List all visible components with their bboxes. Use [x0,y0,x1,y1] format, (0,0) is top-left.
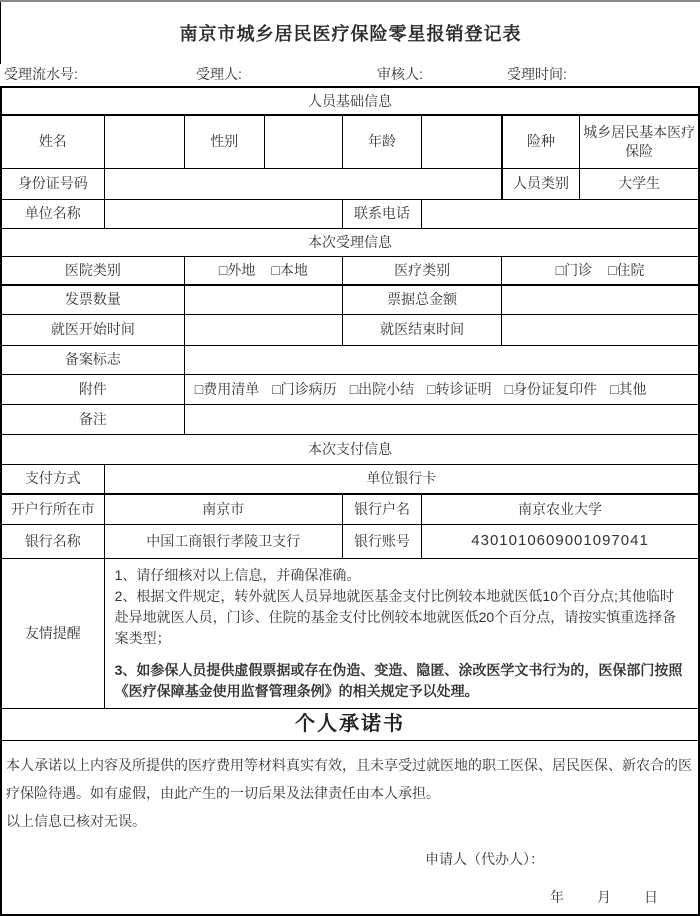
checkbox-referral-proof[interactable]: □转诊证明 [427,380,492,397]
phone-label: 联系电话 [342,199,421,228]
record-flag-input-cell[interactable] [184,345,699,374]
section-header-payment-info: 本次支付信息 [1,434,699,464]
total-amount-label: 票据总金额 [342,285,501,314]
account-name-label: 银行户名 [342,494,421,524]
person-category-value: 大学生 [580,168,699,199]
treatment-end-input-cell[interactable] [502,314,699,345]
name-label: 姓名 [1,115,104,168]
reminder-item-1: 1、请仔细核对以上信息，并确保准确。 [114,566,361,583]
name-input-cell[interactable] [104,115,184,168]
section-header-basic-info: 人员基础信息 [1,87,699,115]
treatment-start-label: 就医开始时间 [1,314,184,345]
invoice-count-input-cell[interactable] [184,285,342,314]
account-number-label: 银行账号 [342,524,421,558]
payment-method-value: 单位银行卡 [104,464,699,494]
remark-label: 备注 [1,404,184,434]
checkbox-id-copy[interactable]: □身份证复印件 [504,380,598,397]
invoice-count-label: 发票数量 [1,285,184,314]
bank-city-value: 南京市 [104,494,342,524]
treatment-end-label: 就医结束时间 [342,314,501,345]
checkbox-hospital-local[interactable]: □本地 [271,261,308,278]
employer-input-cell[interactable] [104,199,342,228]
reminder-content [104,558,699,708]
person-category-label: 人员类别 [502,168,580,199]
bank-name-value: 中国工商银行孝陵卫支行 [104,524,342,558]
reminder-label: 友情提醒 [1,558,104,708]
checkbox-discharge-summary[interactable]: □出院小结 [349,380,415,397]
attachment-options-cell [184,374,699,404]
reminder-item-3: 3、如参保人员提供虚假票据或存在伪造、变造、隐匿、涂改医学文书行为的，医保部门按照《医疗保障基金使用监督管理条例》的相关规定予以处理。 [114,661,683,699]
acceptor-label: 受理人: [196,66,242,82]
medical-type-options-cell [502,256,699,285]
checkbox-outpatient-record[interactable]: □门诊病历 [272,380,337,397]
commitment-confirm-text: 以上信息已核对无误。 [6,812,146,829]
accept-time-label: 受理时间: [507,66,567,82]
record-flag-label: 备案标志 [1,345,184,374]
checkbox-outpatient[interactable]: □门诊 [555,261,593,278]
total-amount-input-cell[interactable] [502,285,699,314]
reminder-item-2: 2、根据文件规定，转外就医人员异地就医基金支付比例较本地就医低10个百分点;其他临时赴异地就医人员，门诊、住院的基金支付比例较本地就医低20个百分点，请按实慎重选择备案类型； [114,587,677,646]
bank-name-label: 银行名称 [1,524,104,558]
commitment-section [1,740,699,915]
page-title: 南京市城乡居民医疗保险零星报销登记表 [179,24,522,44]
auditor-label: 审核人: [377,66,423,82]
form-header [0,2,700,64]
phone-input-cell[interactable] [422,199,699,228]
applicant-signature-label: 申请人（代办人）： [425,850,544,867]
checkbox-inpatient[interactable]: □住院 [608,261,645,278]
gender-input-cell[interactable] [264,115,342,168]
checkbox-other[interactable]: □其他 [610,380,647,397]
treatment-start-input-cell[interactable] [184,314,342,345]
date-day-label: 日 [644,889,658,906]
checkbox-hospital-outside[interactable]: □外地 [218,261,256,278]
age-label: 年龄 [342,115,421,168]
account-name-value: 南京农业大学 [422,494,699,524]
attachment-label: 附件 [1,374,184,404]
hospital-type-options-cell [184,256,342,285]
signature-date-line [6,888,694,907]
bank-city-label: 开户行所在市 [1,494,104,524]
serial-number-label: 受理流水号: [4,66,78,82]
age-input-cell[interactable] [422,115,502,168]
commitment-body: 本人承诺以上内容及所提供的医疗费用等材料真实有效，且未享受过就医地的职工医保、居民医保、新农合的医疗保险待遇。如有虚假，由此产生的一切后果及法律责任由本人承担。 [6,756,692,801]
checkbox-expense-list[interactable]: □费用清单 [194,380,260,397]
id-number-label: 身份证号码 [1,168,104,199]
remark-input-cell[interactable] [184,404,699,434]
hospital-type-label: 医院类别 [1,256,184,285]
section-header-acceptance-info: 本次受理信息 [1,228,699,256]
payment-method-label: 支付方式 [1,464,104,494]
insurance-type-label: 险种 [502,115,580,168]
account-number-value: 4301010609001097041 [422,524,699,558]
gender-label: 性别 [184,115,264,168]
employer-label: 单位名称 [1,199,104,228]
medical-type-label: 医疗类别 [342,256,501,285]
insurance-type-value: 城乡居民基本医疗保险 [580,115,699,168]
date-year-label: 年 [550,889,564,906]
meta-row [0,64,700,86]
date-month-label: 月 [597,889,611,906]
form-table [0,86,700,916]
commitment-title: 个人承诺书 [1,708,699,740]
id-number-input-cell[interactable] [104,168,502,199]
